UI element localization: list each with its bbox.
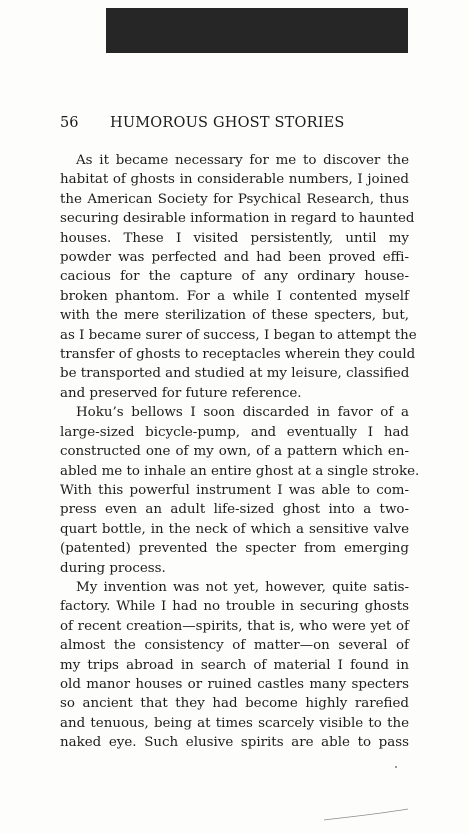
text-line: be transported and studied at my leisure, classified bbox=[60, 366, 410, 382]
text-line: houses. These I visited persistently, until my bbox=[60, 230, 409, 246]
text-line: (patented) prevented the specter from emerging bbox=[60, 541, 409, 557]
text-line: factory. While I had no trouble in securing ghosts bbox=[60, 599, 409, 615]
text-line: transfer of ghosts to receptacles wherein they could bbox=[60, 347, 416, 363]
running-head-title: HUMOROUS GHOST STORIES bbox=[110, 115, 345, 131]
text-line: With this powerful instrument I was able to com- bbox=[60, 482, 409, 498]
text-line: during process. bbox=[60, 560, 166, 576]
text-line: Hoku’s bellows I soon discarded in favor of a bbox=[76, 405, 409, 421]
text-line: abled me to inhale an entire ghost at a single stroke. bbox=[60, 463, 420, 479]
text-line: powder was perfected and had been proved effi- bbox=[60, 250, 409, 266]
text-line: of recent creation—spirits, that is, who were yet of bbox=[60, 618, 409, 634]
text-line: naked eye. Such elusive spirits are able to pass bbox=[60, 735, 409, 751]
text-line: so ancient that they had become highly rarefied bbox=[60, 696, 409, 712]
text-line: broken phantom. For a while I contented myself bbox=[60, 288, 409, 304]
text-line: securing desirable information in regard to haunted bbox=[60, 211, 415, 227]
text-line: quart bottle, in the neck of which a sensitive valve bbox=[60, 521, 409, 537]
page-number: 56 bbox=[60, 115, 79, 131]
text-line: as I became surer of success, I began to attempt the bbox=[60, 327, 417, 343]
text-line: and tenuous, being at times scarcely visible to the bbox=[60, 715, 409, 731]
text-line: press even an adult life-sized ghost into a two- bbox=[60, 502, 409, 518]
scan-scratch-mark bbox=[323, 808, 409, 822]
scan-speck bbox=[395, 766, 397, 768]
scan-shadow-bar bbox=[106, 8, 408, 53]
text-line: with the mere sterilization of these specters, but, bbox=[60, 308, 409, 324]
text-line: constructed one of my own, of a pattern which en- bbox=[60, 444, 409, 460]
paragraph-1 bbox=[60, 151, 417, 403]
body-text bbox=[60, 151, 420, 753]
text-line: old manor houses or ruined castles many specters bbox=[60, 676, 409, 692]
text-line: cacious for the capture of any ordinary house- bbox=[60, 269, 409, 285]
text-line: habitat of ghosts in considerable numbers, I joined bbox=[60, 172, 409, 188]
paragraph-2 bbox=[60, 403, 420, 578]
text-line: As it became necessary for me to discover the bbox=[76, 153, 409, 168]
running-head bbox=[60, 112, 420, 134]
text-line: the American Society for Psychical Research, thus bbox=[60, 191, 409, 207]
paragraph-3 bbox=[60, 578, 409, 753]
text-line: my trips abroad in search of material I found in bbox=[60, 657, 409, 673]
text-line: large-sized bicycle-pump, and eventually I had bbox=[60, 424, 409, 440]
text-line: My invention was not yet, however, quite satis- bbox=[76, 579, 409, 595]
text-line: and preserved for future reference. bbox=[60, 385, 302, 401]
text-line: almost the consistency of matter—on several of bbox=[60, 638, 409, 654]
